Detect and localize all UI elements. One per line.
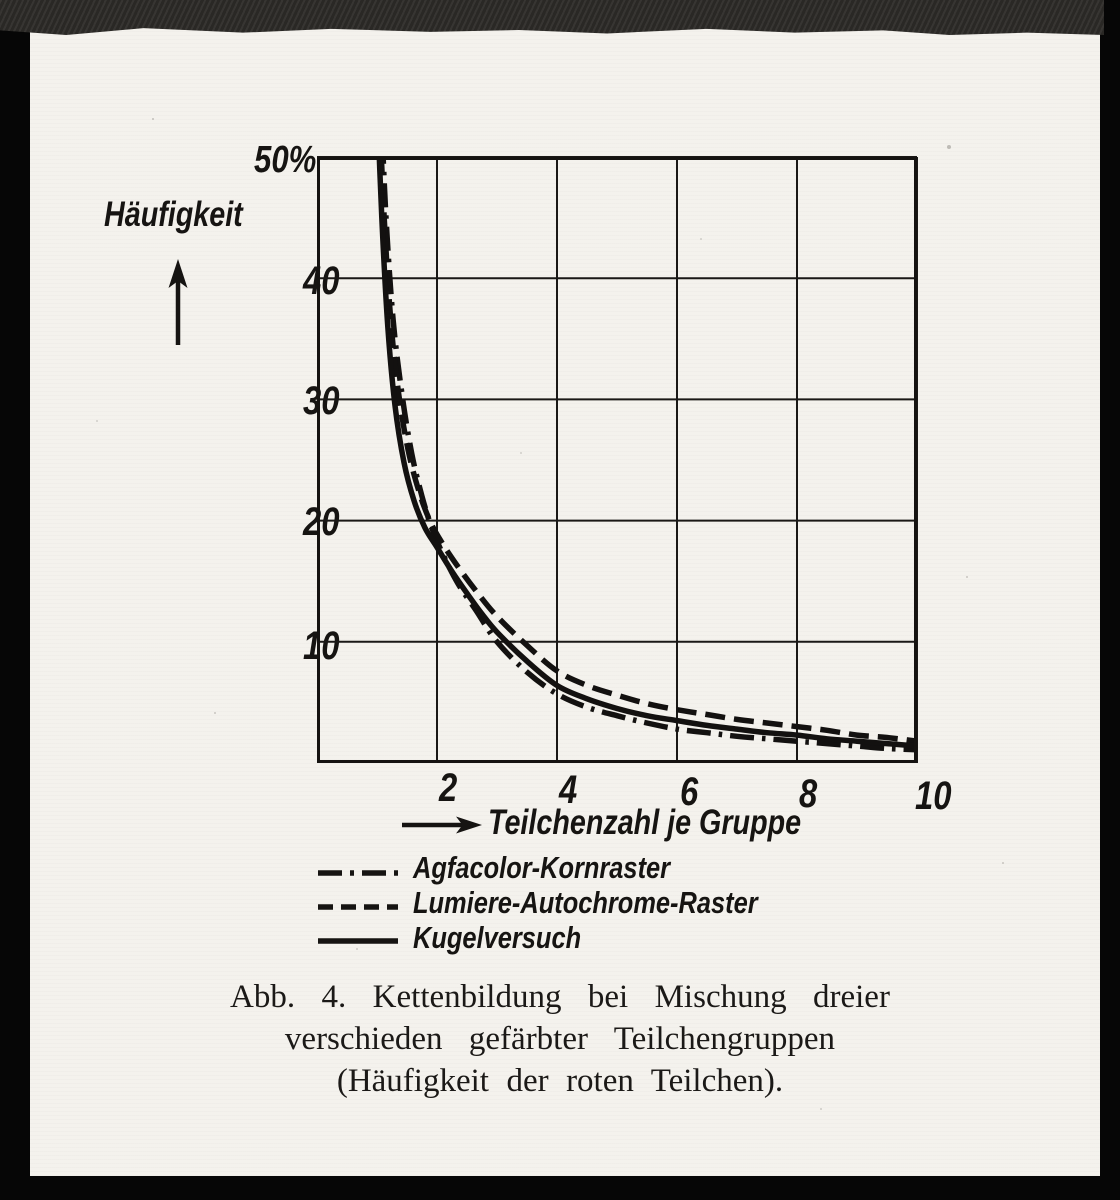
caption-line-3: (Häufigkeit der roten Teilchen). [336,1063,784,1099]
grid [317,157,917,763]
chart-plot-area [317,157,917,763]
x-axis-title-text: Teilchenzahl je Gruppe [488,803,802,842]
y-tick-10-text: 10 [303,624,340,668]
caption-line-1: Abb. 4. Kettenbildung bei Mischung dreier [230,979,890,1015]
x-tick-8-text: 8 [799,772,818,816]
legend-label-agfacolor: Agfacolor-Kornraster [413,850,671,885]
right-arrow-icon [400,814,484,836]
x-tick-2-text: 2 [439,766,458,810]
x-tick-6-text: 6 [680,770,699,814]
legend-sample-dashed [317,901,399,913]
caption-line-2: verschieden gefärbter Teilchengruppen [284,1021,836,1057]
legend-sample-dash-dot [317,867,399,879]
y-axis-title-text: Häufigkeit [104,195,243,234]
legend-label-kugelversuch: Kugelversuch [413,920,582,955]
curve-kugelversuch [377,96,917,746]
up-arrow-icon [163,258,193,348]
y-tick-20-text: 20 [303,500,340,544]
y-tick-30-text: 30 [303,379,340,423]
legend-sample-solid [317,935,399,947]
curve-lumiere-autochrome-raster [379,96,917,741]
x-tick-4-text: 4 [559,768,578,812]
curve-agfacolor-kornraster [381,96,917,749]
x-tick-10-text: 10 [915,774,952,818]
y-tick-40-text: 40 [303,259,340,303]
y-axis-top-tick-text: 50% [254,139,317,181]
curves [377,96,917,749]
legend-label-lumiere: Lumiere-Autochrome-Raster [413,885,758,920]
figure-caption [60,976,1060,1102]
